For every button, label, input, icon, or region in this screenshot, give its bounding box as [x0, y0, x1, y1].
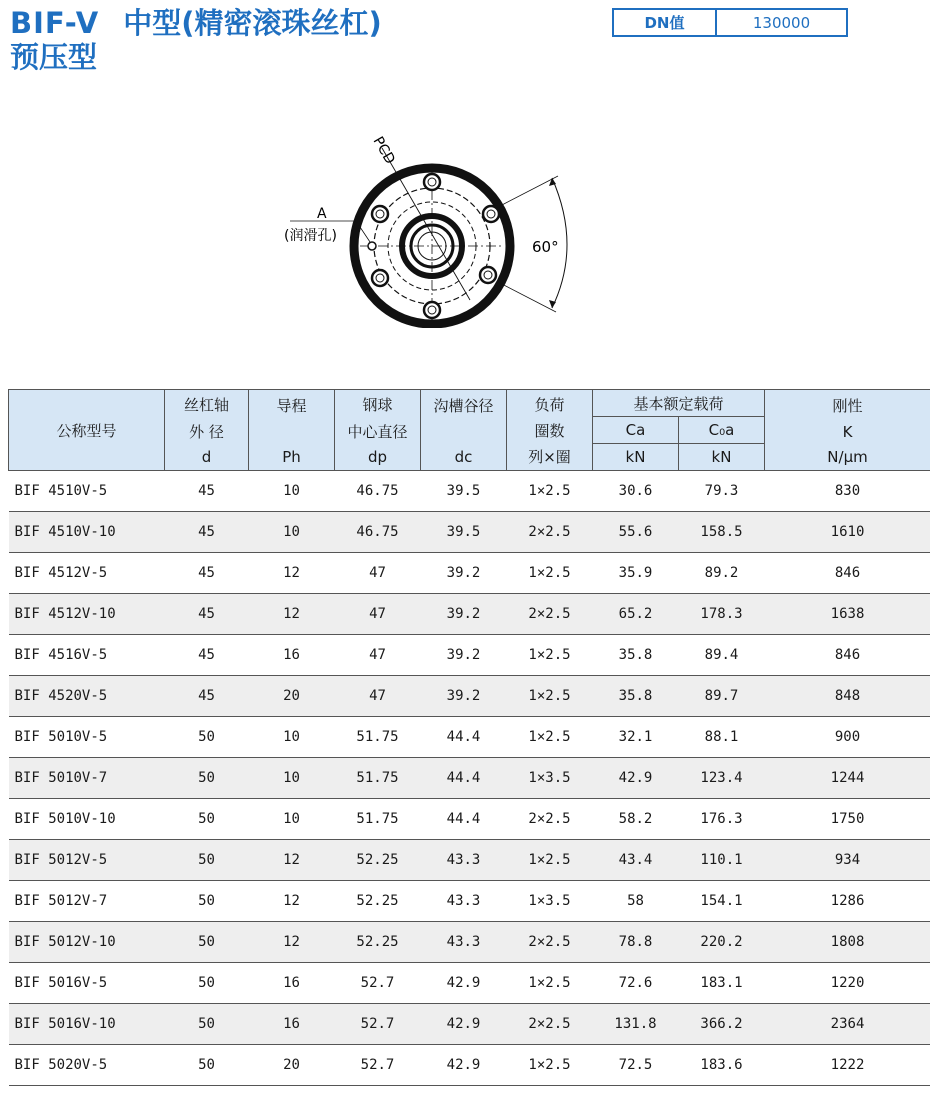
cell-dynamic-load-ca: 58: [593, 881, 679, 922]
cell-stiffness: 1220: [765, 963, 930, 1004]
cell-lead: 12: [249, 922, 335, 963]
cell-stiffness: 846: [765, 635, 930, 676]
cell-static-load-c0a: 79.3: [679, 471, 765, 512]
cell-groove-diameter: 39.2: [421, 635, 507, 676]
cell-lead: 16: [249, 963, 335, 1004]
cell-shaft-diameter: 50: [165, 717, 249, 758]
table-row: [9, 676, 930, 717]
cell-static-load-c0a: 89.7: [679, 676, 765, 717]
spec-table: [8, 389, 930, 1086]
cell-circuits: 2×2.5: [507, 594, 593, 635]
cell-ball-center-diameter: 52.7: [335, 963, 421, 1004]
bolt-hole-top: [424, 174, 440, 190]
cell-lead: 10: [249, 471, 335, 512]
cell-circuits: 2×2.5: [507, 512, 593, 553]
cell-dynamic-load-ca: 72.6: [593, 963, 679, 1004]
bolt-hole-lower-left: [372, 270, 388, 286]
cell-lead: 12: [249, 881, 335, 922]
cell-model: BIF 4512V-5: [9, 553, 165, 594]
cell-dynamic-load-ca: 30.6: [593, 471, 679, 512]
cell-model: BIF 5012V-5: [9, 840, 165, 881]
cell-ball-center-diameter: 47: [335, 635, 421, 676]
cell-stiffness: 1244: [765, 758, 930, 799]
table-row: [9, 1045, 930, 1086]
cell-static-load-c0a: 220.2: [679, 922, 765, 963]
cell-static-load-c0a: 183.1: [679, 963, 765, 1004]
cell-ball-center-diameter: 51.75: [335, 799, 421, 840]
lube-hole: [368, 242, 376, 250]
lube-hole-label: (润滑孔): [284, 228, 337, 244]
cell-static-load-c0a: 366.2: [679, 1004, 765, 1045]
cell-circuits: 1×3.5: [507, 758, 593, 799]
table-row: [9, 799, 930, 840]
cell-ball-center-diameter: 52.25: [335, 881, 421, 922]
cell-groove-diameter: 42.9: [421, 963, 507, 1004]
header-lead: 导程 Ph: [249, 390, 335, 471]
cell-circuits: 2×2.5: [507, 922, 593, 963]
cell-static-load-c0a: 183.6: [679, 1045, 765, 1086]
cell-shaft-diameter: 50: [165, 922, 249, 963]
table-row: [9, 963, 930, 1004]
cell-groove-diameter: 39.2: [421, 676, 507, 717]
cell-model: BIF 5010V-5: [9, 717, 165, 758]
header-ca-unit: kN: [593, 444, 679, 471]
cell-shaft-diameter: 45: [165, 471, 249, 512]
cell-circuits: 1×2.5: [507, 1045, 593, 1086]
cell-ball-center-diameter: 52.7: [335, 1045, 421, 1086]
cell-static-load-c0a: 89.2: [679, 553, 765, 594]
cell-dynamic-load-ca: 72.5: [593, 1045, 679, 1086]
dn-value-box: [612, 8, 848, 37]
header-circuits: 负荷 圈数 列×圈: [507, 390, 593, 471]
cell-ball-center-diameter: 52.25: [335, 922, 421, 963]
cell-lead: 12: [249, 594, 335, 635]
cell-model: BIF 5012V-10: [9, 922, 165, 963]
cell-groove-diameter: 42.9: [421, 1004, 507, 1045]
cell-lead: 10: [249, 512, 335, 553]
cell-model: BIF 4510V-10: [9, 512, 165, 553]
cell-groove-diameter: 39.2: [421, 553, 507, 594]
cell-model: BIF 4510V-5: [9, 471, 165, 512]
cell-lead: 10: [249, 799, 335, 840]
cell-shaft-diameter: 50: [165, 1045, 249, 1086]
cell-dynamic-load-ca: 58.2: [593, 799, 679, 840]
title-line-1: [10, 6, 382, 40]
table-row: [9, 512, 930, 553]
cell-lead: 20: [249, 676, 335, 717]
cell-model: BIF 5016V-5: [9, 963, 165, 1004]
cell-shaft-diameter: 50: [165, 758, 249, 799]
cell-stiffness: 846: [765, 553, 930, 594]
cell-stiffness: 848: [765, 676, 930, 717]
cell-shaft-diameter: 45: [165, 512, 249, 553]
cell-model: BIF 5010V-7: [9, 758, 165, 799]
table-row: [9, 471, 930, 512]
bolt-hole-upper-left: [372, 206, 388, 222]
header-ca: Ca: [593, 417, 679, 444]
cell-circuits: 2×2.5: [507, 1004, 593, 1045]
cell-shaft-diameter: 45: [165, 635, 249, 676]
table-body: [9, 471, 930, 1086]
cell-circuits: 1×2.5: [507, 717, 593, 758]
cell-groove-diameter: 39.2: [421, 594, 507, 635]
dn-label: DN值: [614, 10, 717, 35]
cell-groove-diameter: 43.3: [421, 881, 507, 922]
cell-ball-center-diameter: 47: [335, 553, 421, 594]
cell-dynamic-load-ca: 55.6: [593, 512, 679, 553]
cell-ball-center-diameter: 52.7: [335, 1004, 421, 1045]
cell-model: BIF 4520V-5: [9, 676, 165, 717]
cell-circuits: 2×2.5: [507, 799, 593, 840]
header-load-group: 基本额定载荷: [593, 390, 765, 417]
cell-stiffness: 1610: [765, 512, 930, 553]
cell-groove-diameter: 39.5: [421, 471, 507, 512]
table-row: [9, 758, 930, 799]
cell-static-load-c0a: 158.5: [679, 512, 765, 553]
title-line-2: 预压型: [10, 40, 98, 74]
table-row: [9, 881, 930, 922]
cell-static-load-c0a: 178.3: [679, 594, 765, 635]
cell-shaft-diameter: 45: [165, 553, 249, 594]
cell-ball-center-diameter: 51.75: [335, 717, 421, 758]
cell-stiffness: 900: [765, 717, 930, 758]
cell-groove-diameter: 43.3: [421, 840, 507, 881]
cell-ball-center-diameter: 47: [335, 594, 421, 635]
header-c0a-unit: kN: [679, 444, 765, 471]
cell-dynamic-load-ca: 42.9: [593, 758, 679, 799]
cell-stiffness: 1638: [765, 594, 930, 635]
cell-lead: 16: [249, 635, 335, 676]
table-row: [9, 594, 930, 635]
cell-groove-diameter: 44.4: [421, 758, 507, 799]
cell-dynamic-load-ca: 43.4: [593, 840, 679, 881]
angle-line-lower: [498, 282, 556, 312]
angle-label: 60°: [532, 238, 559, 256]
cell-ball-center-diameter: 46.75: [335, 512, 421, 553]
table-row: [9, 717, 930, 758]
cell-shaft-diameter: 45: [165, 676, 249, 717]
bolt-hole-lower-right: [480, 267, 496, 283]
header-ball: 钢球 中心直径 dp: [335, 390, 421, 471]
cell-model: BIF 5016V-10: [9, 1004, 165, 1045]
cell-stiffness: 1750: [765, 799, 930, 840]
cell-lead: 10: [249, 717, 335, 758]
cell-shaft-diameter: 50: [165, 881, 249, 922]
cell-groove-diameter: 43.3: [421, 922, 507, 963]
angle-line-upper: [500, 176, 558, 206]
cell-static-load-c0a: 176.3: [679, 799, 765, 840]
header-model: 公称型号: [9, 390, 165, 471]
cell-stiffness: 1808: [765, 922, 930, 963]
cell-dynamic-load-ca: 131.8: [593, 1004, 679, 1045]
cell-model: BIF 5012V-7: [9, 881, 165, 922]
table-row: [9, 635, 930, 676]
cell-groove-diameter: 39.5: [421, 512, 507, 553]
cell-lead: 10: [249, 758, 335, 799]
cell-circuits: 1×2.5: [507, 840, 593, 881]
cell-lead: 12: [249, 840, 335, 881]
title-text: 中型(精密滚珠丝杠): [123, 6, 382, 40]
cell-dynamic-load-ca: 35.8: [593, 676, 679, 717]
cell-ball-center-diameter: 51.75: [335, 758, 421, 799]
cell-shaft-diameter: 50: [165, 963, 249, 1004]
cell-lead: 16: [249, 1004, 335, 1045]
cell-stiffness: 1286: [765, 881, 930, 922]
cell-static-load-c0a: 154.1: [679, 881, 765, 922]
cell-model: BIF 5010V-10: [9, 799, 165, 840]
cell-shaft-diameter: 50: [165, 799, 249, 840]
bolt-hole-bottom: [424, 302, 440, 318]
cell-model: BIF 4512V-10: [9, 594, 165, 635]
model-series: BIF-V: [10, 6, 100, 40]
cell-ball-center-diameter: 46.75: [335, 471, 421, 512]
cell-dynamic-load-ca: 35.8: [593, 635, 679, 676]
table-row: [9, 1004, 930, 1045]
cell-circuits: 1×2.5: [507, 676, 593, 717]
header-groove: 沟槽谷径 dc: [421, 390, 507, 471]
cell-shaft-diameter: 50: [165, 1004, 249, 1045]
cell-ball-center-diameter: 47: [335, 676, 421, 717]
cell-lead: 20: [249, 1045, 335, 1086]
cell-groove-diameter: 42.9: [421, 1045, 507, 1086]
table-row: [9, 840, 930, 881]
a-label: A: [317, 206, 327, 222]
cell-model: BIF 4516V-5: [9, 635, 165, 676]
cell-groove-diameter: 44.4: [421, 717, 507, 758]
cell-circuits: 1×2.5: [507, 553, 593, 594]
cell-static-load-c0a: 123.4: [679, 758, 765, 799]
table-header: [9, 390, 930, 471]
cell-stiffness: 1222: [765, 1045, 930, 1086]
cell-shaft-diameter: 50: [165, 840, 249, 881]
cell-dynamic-load-ca: 32.1: [593, 717, 679, 758]
bolt-hole-upper-right: [483, 206, 499, 222]
flange-diagram: [270, 128, 590, 328]
cell-shaft-diameter: 45: [165, 594, 249, 635]
cell-ball-center-diameter: 52.25: [335, 840, 421, 881]
cell-circuits: 1×2.5: [507, 635, 593, 676]
cell-circuits: 1×3.5: [507, 881, 593, 922]
header-c0a: C₀a: [679, 417, 765, 444]
cell-static-load-c0a: 89.4: [679, 635, 765, 676]
cell-lead: 12: [249, 553, 335, 594]
pcd-label: PCD: [369, 134, 398, 168]
cell-circuits: 1×2.5: [507, 963, 593, 1004]
cell-dynamic-load-ca: 78.8: [593, 922, 679, 963]
cell-dynamic-load-ca: 35.9: [593, 553, 679, 594]
cell-stiffness: 2364: [765, 1004, 930, 1045]
header-shaft: 丝杠轴 外 径 d: [165, 390, 249, 471]
cell-circuits: 1×2.5: [507, 471, 593, 512]
cell-stiffness: 830: [765, 471, 930, 512]
header-stiffness: 刚性 K N/μm: [765, 390, 930, 471]
dn-value: 130000: [752, 13, 811, 32]
table-row: [9, 922, 930, 963]
table-row: [9, 553, 930, 594]
cell-static-load-c0a: 110.1: [679, 840, 765, 881]
cell-groove-diameter: 44.4: [421, 799, 507, 840]
cell-dynamic-load-ca: 65.2: [593, 594, 679, 635]
cell-model: BIF 5020V-5: [9, 1045, 165, 1086]
cell-static-load-c0a: 88.1: [679, 717, 765, 758]
cell-stiffness: 934: [765, 840, 930, 881]
page-title: [10, 6, 382, 74]
